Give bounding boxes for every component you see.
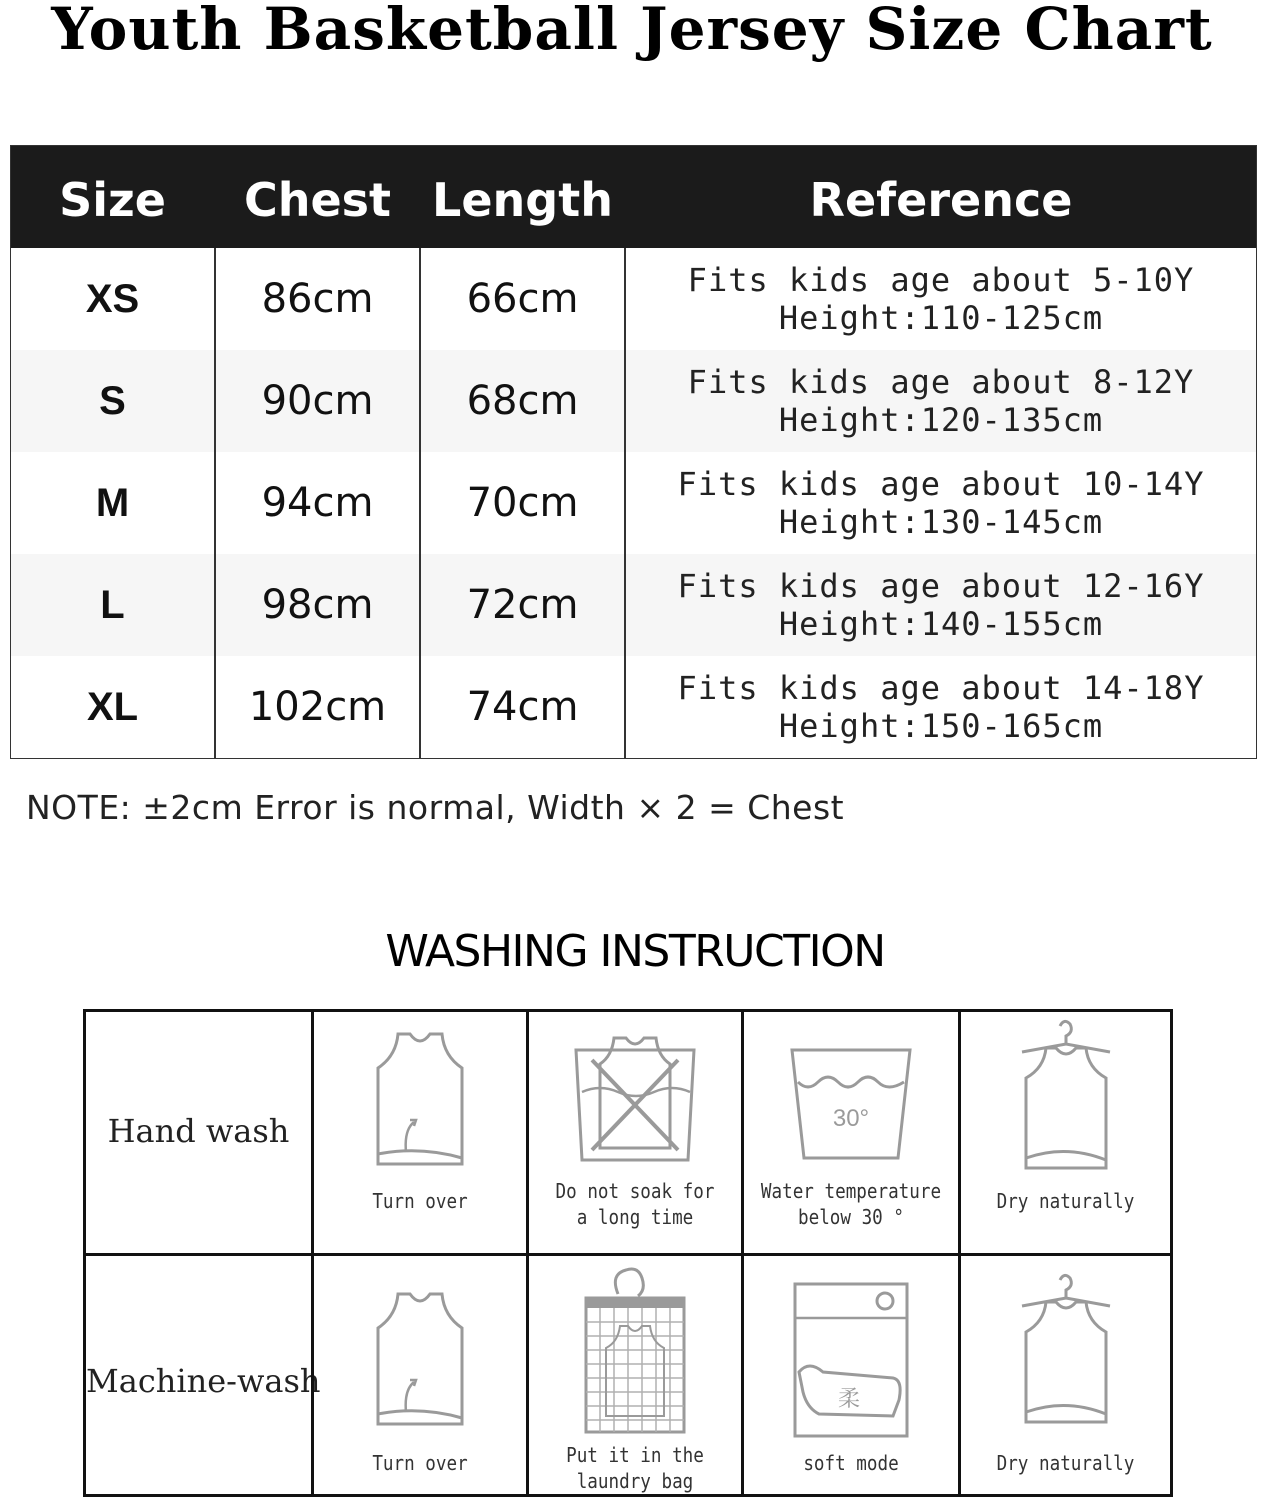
soft-mode-glyph: 柔: [837, 1387, 861, 1412]
jersey-hanging-icon: [1016, 1272, 1116, 1432]
washing-machine-soft-icon: [789, 1280, 913, 1440]
reference-age: Fits kids age about 10-14Y: [677, 465, 1205, 503]
page-title: Youth Basketball Jersey Size Chart: [51, 0, 1213, 63]
table-row: [11, 452, 1256, 554]
step-caption: Do not soak for a long time: [555, 1179, 715, 1229]
reference-cell: [625, 452, 1257, 554]
size-cell: XS: [85, 277, 140, 321]
wash-step-cell: [741, 1012, 958, 1253]
hand-wash-label-cell: [86, 1012, 311, 1253]
header-size: Size: [59, 173, 166, 227]
wash-step-cell: [526, 1256, 741, 1494]
chest-cell: 102cm: [248, 684, 387, 730]
wash-step-cell: [958, 1256, 1170, 1494]
reference-cell: [625, 554, 1257, 656]
wash-step-cell: [958, 1012, 1170, 1253]
step-caption: Turn over: [372, 1451, 468, 1475]
hand-wash-label: Hand wash: [107, 1112, 290, 1150]
step-caption: Water temperature below 30 °: [760, 1179, 942, 1229]
size-cell: M: [95, 481, 130, 525]
chest-cell: 98cm: [261, 582, 374, 628]
machine-wash-label-cell: [86, 1256, 321, 1494]
chest-cell: 94cm: [261, 480, 374, 526]
table-row: [11, 350, 1256, 452]
washing-title: WASHING INSTRUCTION: [385, 926, 885, 977]
table-row: [11, 248, 1256, 350]
step-caption: Put it in the laundry bag: [566, 1443, 704, 1493]
table-body: [11, 248, 1256, 758]
chest-cell: 86cm: [261, 276, 374, 322]
machine-wash-row: [86, 1253, 1170, 1494]
hand-wash-row: [86, 1012, 1170, 1253]
header-chest: Chest: [243, 173, 392, 227]
reference-height: Height:120-135cm: [778, 401, 1104, 439]
laundry-bag-icon: [580, 1266, 690, 1436]
size-cell: S: [99, 379, 126, 423]
column-divider: [214, 248, 216, 759]
size-chart-table: [10, 145, 1257, 759]
chest-cell: 90cm: [261, 378, 374, 424]
step-caption: Turn over: [372, 1189, 468, 1213]
washing-instruction-grid: [83, 1009, 1173, 1497]
table-row: [11, 554, 1256, 656]
reference-age: Fits kids age about 14-18Y: [677, 669, 1205, 707]
reference-height: Height:150-165cm: [778, 707, 1104, 745]
reference-cell: [625, 656, 1257, 758]
length-cell: 74cm: [466, 684, 579, 730]
water-30-icon: [786, 1042, 916, 1162]
step-caption: Dry naturally: [996, 1451, 1135, 1475]
reference-age: Fits kids age about 8-12Y: [687, 363, 1195, 401]
wash-step-cell: [526, 1012, 741, 1253]
size-cell: XL: [86, 685, 139, 729]
temperature-label: 30°: [832, 1105, 870, 1132]
column-divider: [419, 248, 421, 759]
jersey-turn-over-icon: [370, 1026, 470, 1176]
reference-height: Height:140-155cm: [778, 605, 1104, 643]
header-length: Length: [432, 173, 613, 227]
reference-age: Fits kids age about 5-10Y: [687, 261, 1195, 299]
jersey-turn-over-icon: [370, 1286, 470, 1436]
size-note: NOTE: ±2cm Error is normal, Width × 2 = Chest: [26, 788, 845, 827]
wash-step-cell: [741, 1256, 958, 1494]
reference-cell: [625, 248, 1257, 350]
reference-age: Fits kids age about 12-16Y: [677, 567, 1205, 605]
step-caption: Dry naturally: [996, 1189, 1135, 1213]
no-soak-icon: [570, 1032, 700, 1162]
wash-step-cell: [311, 1256, 526, 1494]
wash-step-cell: [311, 1012, 526, 1253]
machine-wash-label: Machine-wash: [86, 1362, 321, 1400]
length-cell: 70cm: [466, 480, 579, 526]
length-cell: 68cm: [466, 378, 579, 424]
length-cell: 66cm: [466, 276, 579, 322]
reference-cell: [625, 350, 1257, 452]
header-reference: Reference: [809, 173, 1073, 227]
length-cell: 72cm: [466, 582, 579, 628]
table-header: [11, 146, 1256, 248]
jersey-hanging-icon: [1016, 1018, 1116, 1178]
table-row: [11, 656, 1256, 758]
step-caption: soft mode: [803, 1451, 899, 1475]
reference-height: Height:110-125cm: [778, 299, 1104, 337]
reference-height: Height:130-145cm: [778, 503, 1104, 541]
column-divider: [624, 248, 626, 759]
size-cell: L: [100, 583, 125, 627]
